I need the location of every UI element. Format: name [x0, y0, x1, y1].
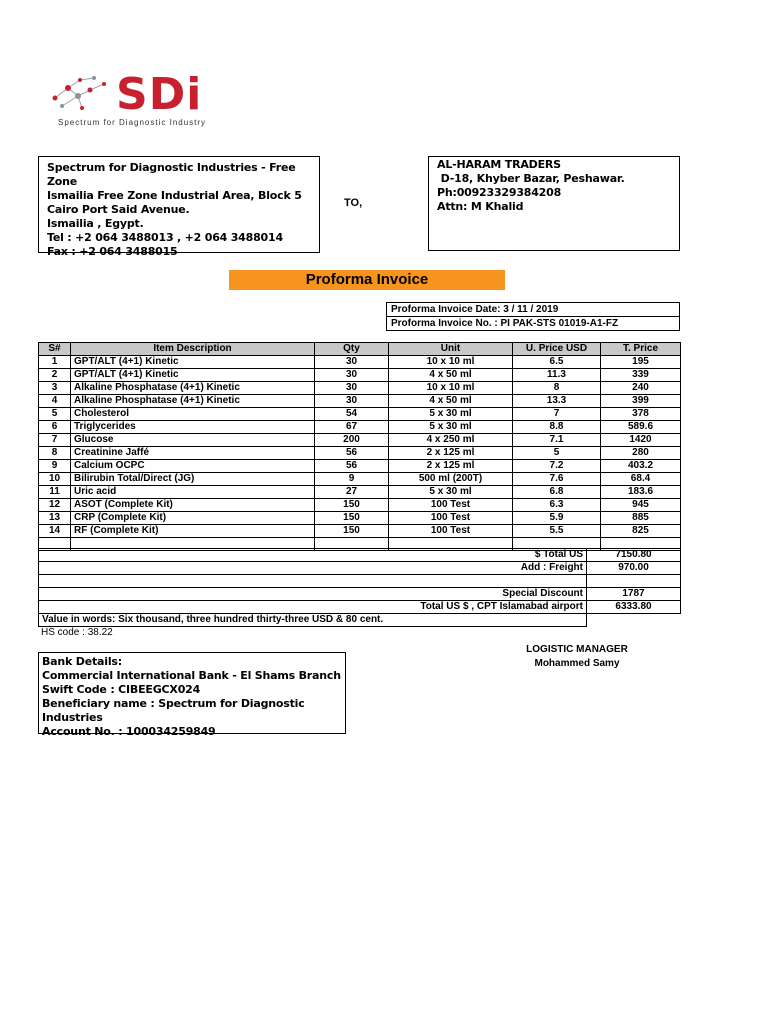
item-total-price: 945	[601, 499, 681, 512]
seller-line: Ismailia , Egypt.	[47, 217, 144, 230]
item-qty: 30	[315, 369, 389, 382]
table-row	[39, 369, 681, 382]
item-number: 3	[39, 382, 71, 395]
table-row	[39, 434, 681, 447]
empty-cell	[587, 614, 681, 627]
table-row	[39, 447, 681, 460]
item-total-price: 240	[601, 382, 681, 395]
to-label: TO,	[344, 197, 363, 209]
signatory-name: Mohammed Samy	[534, 658, 620, 669]
item-qty: 67	[315, 421, 389, 434]
item-number: 11	[39, 486, 71, 499]
item-number: 9	[39, 460, 71, 473]
item-number: 5	[39, 408, 71, 421]
invoice-date: Proforma Invoice Date: 3 / 11 / 2019	[387, 303, 680, 317]
item-qty: 150	[315, 525, 389, 538]
freight-row	[39, 562, 681, 575]
item-description: Bilirubin Total/Direct (JG)	[71, 473, 315, 486]
item-unit: 500 ml (200T)	[389, 473, 513, 486]
item-unit: 5 x 30 ml	[389, 486, 513, 499]
column-header: T. Price	[601, 343, 681, 356]
item-unit-price: 7.1	[513, 434, 601, 447]
total-row	[39, 549, 681, 562]
item-description: Creatinine Jaffé	[71, 447, 315, 460]
item-description: Cholesterol	[71, 408, 315, 421]
freight-value: 970.00	[587, 562, 681, 575]
item-number: 6	[39, 421, 71, 434]
item-unit-price: 8.8	[513, 421, 601, 434]
item-number: 13	[39, 512, 71, 525]
company-logo	[50, 70, 260, 132]
item-unit-price: 5	[513, 447, 601, 460]
logo-tagline: Spectrum for Diagnostic Industry	[58, 118, 207, 127]
item-qty: 54	[315, 408, 389, 421]
item-unit-price: 6.8	[513, 486, 601, 499]
hs-code: HS code : 38.22	[41, 627, 113, 638]
item-description: Calcium OCPC	[71, 460, 315, 473]
bank-details-box	[38, 652, 346, 738]
item-unit: 100 Test	[389, 512, 513, 525]
item-number: 7	[39, 434, 71, 447]
table-row	[39, 499, 681, 512]
item-qty: 150	[315, 512, 389, 525]
item-description: Triglycerides	[71, 421, 315, 434]
column-header: Qty	[315, 343, 389, 356]
item-qty: 150	[315, 499, 389, 512]
item-unit: 5 x 30 ml	[389, 421, 513, 434]
item-number: 8	[39, 447, 71, 460]
empty-cell	[39, 575, 587, 588]
molecule-logo-icon	[50, 70, 120, 120]
seller-line: Tel : +2 064 3488013 , +2 064 3488014	[47, 231, 283, 244]
item-description: ASOT (Complete Kit)	[71, 499, 315, 512]
item-total-price: 68.4	[601, 473, 681, 486]
item-total-price: 589.6	[601, 421, 681, 434]
item-unit: 100 Test	[389, 525, 513, 538]
item-number: 10	[39, 473, 71, 486]
empty-cell	[587, 575, 681, 588]
item-description: Alkaline Phosphatase (4+1) Kinetic	[71, 395, 315, 408]
item-unit-price: 5.9	[513, 512, 601, 525]
item-total-price: 403.2	[601, 460, 681, 473]
item-unit-price: 5.5	[513, 525, 601, 538]
discount-value: 1787	[587, 588, 681, 601]
item-total-price: 280	[601, 447, 681, 460]
item-description: Glucose	[71, 434, 315, 447]
discount-row	[39, 588, 681, 601]
table-row	[39, 395, 681, 408]
items-table	[38, 342, 681, 551]
item-total-price: 183.6	[601, 486, 681, 499]
bank-line: Beneficiary name : Spectrum for Diagnostic Industries	[42, 697, 305, 724]
total-value: 7150.80	[587, 549, 681, 562]
item-total-price: 195	[601, 356, 681, 369]
buyer-line: AL-HARAM TRADERS	[437, 158, 561, 171]
empty-row	[39, 575, 681, 588]
table-row	[39, 512, 681, 525]
item-unit: 4 x 50 ml	[389, 369, 513, 382]
seller-line: Ismailia Free Zone Industrial Area, Block 5	[47, 189, 302, 202]
item-unit-price: 6.5	[513, 356, 601, 369]
words-row	[39, 614, 681, 627]
items-header-row	[39, 343, 681, 356]
bank-line: Swift Code : CIBEEGCX024	[42, 683, 201, 696]
signatory-title: LOGISTIC MANAGER	[526, 644, 628, 655]
value-in-words: Value in words: Six thousand, three hundred thirty-three USD & 80 cent.	[39, 614, 587, 627]
item-qty: 30	[315, 356, 389, 369]
items-body	[39, 356, 681, 551]
item-number: 14	[39, 525, 71, 538]
buyer-line: D-18, Khyber Bazar, Peshawar.	[437, 172, 625, 185]
document-title: Proforma Invoice	[229, 270, 505, 290]
item-unit-price: 7.6	[513, 473, 601, 486]
freight-label: Add : Freight	[39, 562, 587, 575]
item-total-price: 339	[601, 369, 681, 382]
item-description: Uric acid	[71, 486, 315, 499]
item-unit-price: 6.3	[513, 499, 601, 512]
item-unit: 4 x 50 ml	[389, 395, 513, 408]
table-row	[39, 382, 681, 395]
discount-label: Special Discount	[39, 588, 587, 601]
item-number: 1	[39, 356, 71, 369]
item-number: 4	[39, 395, 71, 408]
item-unit-price: 11.3	[513, 369, 601, 382]
buyer-address-box	[428, 156, 680, 251]
item-number: 2	[39, 369, 71, 382]
item-qty: 56	[315, 460, 389, 473]
invoice-number: Proforma Invoice No. : PI PAK-STS 01019-A1-FZ	[387, 317, 680, 331]
bank-line: Commercial International Bank - El Shams Branch	[42, 669, 341, 682]
item-total-price: 885	[601, 512, 681, 525]
item-unit: 5 x 30 ml	[389, 408, 513, 421]
item-qty: 27	[315, 486, 389, 499]
item-description: GPT/ALT (4+1) Kinetic	[71, 356, 315, 369]
item-unit: 100 Test	[389, 499, 513, 512]
item-total-price: 1420	[601, 434, 681, 447]
invoice-meta-table	[386, 302, 680, 331]
bank-line: Account No. : 100034259849	[42, 725, 216, 738]
item-description: GPT/ALT (4+1) Kinetic	[71, 369, 315, 382]
item-description: CRP (Complete Kit)	[71, 512, 315, 525]
item-unit: 10 x 10 ml	[389, 382, 513, 395]
table-row	[39, 473, 681, 486]
grand-total-value: 6333.80	[587, 601, 681, 614]
seller-line: Cairo Port Said Avenue.	[47, 203, 190, 216]
column-header: Item Description	[71, 343, 315, 356]
total-label: $ Total US	[39, 549, 587, 562]
item-total-price: 399	[601, 395, 681, 408]
item-description: RF (Complete Kit)	[71, 525, 315, 538]
item-qty: 9	[315, 473, 389, 486]
item-total-price: 825	[601, 525, 681, 538]
item-qty: 200	[315, 434, 389, 447]
item-number: 12	[39, 499, 71, 512]
item-unit: 2 x 125 ml	[389, 447, 513, 460]
bank-line: Bank Details:	[42, 655, 122, 668]
item-unit: 4 x 250 ml	[389, 434, 513, 447]
table-row	[39, 421, 681, 434]
seller-line: Spectrum for Diagnostic Industries - Free Zone	[47, 161, 296, 188]
item-unit-price: 8	[513, 382, 601, 395]
column-header: Unit	[389, 343, 513, 356]
grand-total-row	[39, 601, 681, 614]
table-row	[39, 486, 681, 499]
seller-address-box	[38, 156, 320, 258]
seller-line: Fax : +2 064 3488015	[47, 245, 178, 258]
table-row	[39, 525, 681, 538]
item-qty: 56	[315, 447, 389, 460]
item-unit-price: 7.2	[513, 460, 601, 473]
column-header: S#	[39, 343, 71, 356]
item-qty: 30	[315, 382, 389, 395]
item-description: Alkaline Phosphatase (4+1) Kinetic	[71, 382, 315, 395]
buyer-line: Attn: M Khalid	[437, 200, 524, 213]
item-unit: 2 x 125 ml	[389, 460, 513, 473]
item-total-price: 378	[601, 408, 681, 421]
logo-wordmark: SDi	[116, 69, 203, 120]
item-unit-price: 13.3	[513, 395, 601, 408]
item-qty: 30	[315, 395, 389, 408]
signatory-block	[494, 643, 660, 671]
table-row	[39, 356, 681, 369]
buyer-line: Ph:00923329384208	[437, 186, 562, 199]
grand-total-label: Total US $ , CPT Islamabad airport	[39, 601, 587, 614]
table-row	[39, 460, 681, 473]
item-unit: 10 x 10 ml	[389, 356, 513, 369]
item-unit-price: 7	[513, 408, 601, 421]
totals-table	[38, 548, 681, 627]
table-row	[39, 408, 681, 421]
column-header: U. Price USD	[513, 343, 601, 356]
